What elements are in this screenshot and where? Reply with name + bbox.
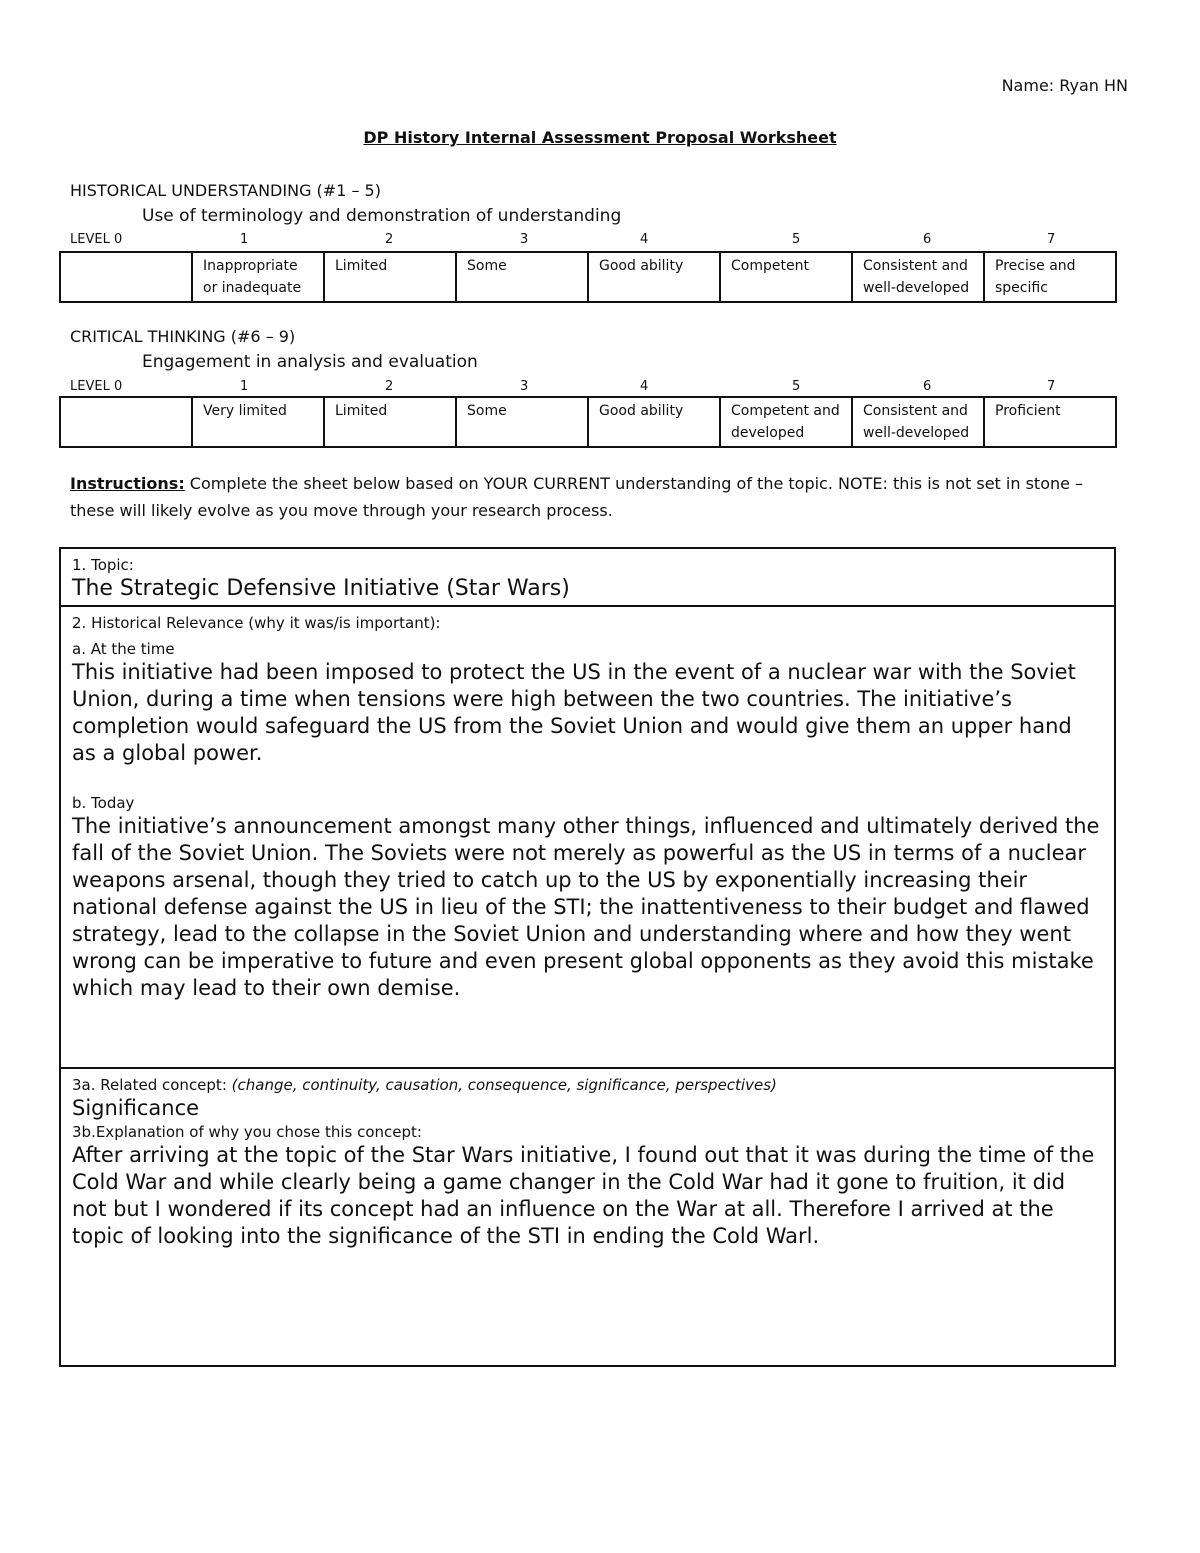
rubric-cell: Some [456,252,588,302]
level-6: 6 [923,379,932,394]
relevance-a-label: a. At the time [72,640,175,658]
rubric-cell: Good ability [588,397,720,447]
concept-box [59,1067,1116,1367]
relevance-label: 2. Historical Relevance (why it was/is important): [72,614,441,632]
topic-box [59,547,1116,607]
concept-explain-label: 3b.Explanation of why you chose this concept: [72,1123,422,1141]
critical-heading: CRITICAL THINKING (#6 – 9) [70,327,296,346]
level-4: 4 [640,379,649,394]
rubric-cell: Inappropriate or inadequate [192,252,324,302]
level-5: 5 [792,232,801,247]
level-2: 2 [385,232,394,247]
page-title: DP History Internal Assessment Proposal Worksheet [363,128,837,147]
rubric-cell: Limited [324,397,456,447]
level-label: LEVEL 0 [70,379,123,394]
critical-subheading: Engagement in analysis and evaluation [142,352,478,372]
instructions-text: Complete the sheet below based on YOUR CURRENT understanding of the topic. NOTE: this is not set in stone – these will likely evolve as you move through your research process. [70,474,1084,520]
rubric-cell: Precise and specific [984,252,1116,302]
rubric-cell [60,252,192,302]
critical-level-row [70,379,1120,395]
concept-explain-text[interactable]: After arriving at the topic of the Star Wars initiative, I found out that it was during the time of the Cold War and while clearly being a game changer in the Cold War had it gone to fruition, it did not but I wondered if its concept had an influence on the War at all. Therefore I arrived at the topic of looking into the significance of the STI in ending the Cold Warl. [72,1143,1095,1248]
rubric-cell: Good ability [588,252,720,302]
instructions [70,470,1120,524]
table-row [60,252,1116,302]
level-3: 3 [520,232,529,247]
level-7: 7 [1047,379,1056,394]
level-5: 5 [792,379,801,394]
concept-label: 3a. Related concept: [72,1076,232,1094]
historical-rubric-table [59,251,1117,303]
rubric-cell: Very limited [192,397,324,447]
relevance-b-text[interactable]: The initiative’s announcement amongst many other things, influenced and ultimately derived the fall of the Soviet Union. The Soviets were not merely as powerful as the US in terms of a nuclear weapons arsenal, though they tried to catch up to the US by exponentially increasing their national defense against the US in lieu of the STI; the inattentiveness to their budget and flawed strategy, lead to the collapse in the Soviet Union and understanding where and how they went wrong can be imperative to future and even present global opponents as they avoid this mistake which may lead to their own demise. [72,814,1100,1000]
concept-options: (change, continuity, causation, consequence, significance, perspectives) [231,1076,777,1094]
rubric-cell [60,397,192,447]
level-6: 6 [923,232,932,247]
level-1: 1 [240,232,249,247]
level-4: 4 [640,232,649,247]
instructions-label: Instructions: [70,474,185,493]
rubric-cell: Proficient [984,397,1116,447]
level-label: LEVEL 0 [70,232,123,247]
concept-label-row [61,1069,1114,1095]
relevance-box [59,605,1116,1069]
rubric-cell: Consistent and well-developed [852,397,984,447]
rubric-cell: Competent and developed [720,397,852,447]
topic-label: 1. Topic: [72,556,134,574]
topic-value[interactable]: The Strategic Defensive Initiative (Star Wars) [72,576,570,601]
historical-subheading: Use of terminology and demonstration of understanding [142,206,622,226]
level-3: 3 [520,379,529,394]
critical-rubric-table [59,396,1117,448]
rubric-cell: Some [456,397,588,447]
concept-value[interactable]: Significance [72,1096,200,1120]
relevance-a-text[interactable]: This initiative had been imposed to protect the US in the event of a nuclear war with the Soviet Union, during a time when tensions were high between the two countries. The initiative’s completion would safeguard the US from the Soviet Union and would give them an upper hand as a global power. [72,660,1076,765]
rubric-cell: Consistent and well-developed [852,252,984,302]
rubric-cell: Competent [720,252,852,302]
level-1: 1 [240,379,249,394]
level-7: 7 [1047,232,1056,247]
relevance-b-label: b. Today [72,794,135,812]
level-2: 2 [385,379,394,394]
historical-level-row [70,232,1120,248]
table-row [60,397,1116,447]
historical-heading: HISTORICAL UNDERSTANDING (#1 – 5) [70,181,381,200]
student-name: Name: Ryan HN [1001,76,1128,95]
rubric-cell: Limited [324,252,456,302]
